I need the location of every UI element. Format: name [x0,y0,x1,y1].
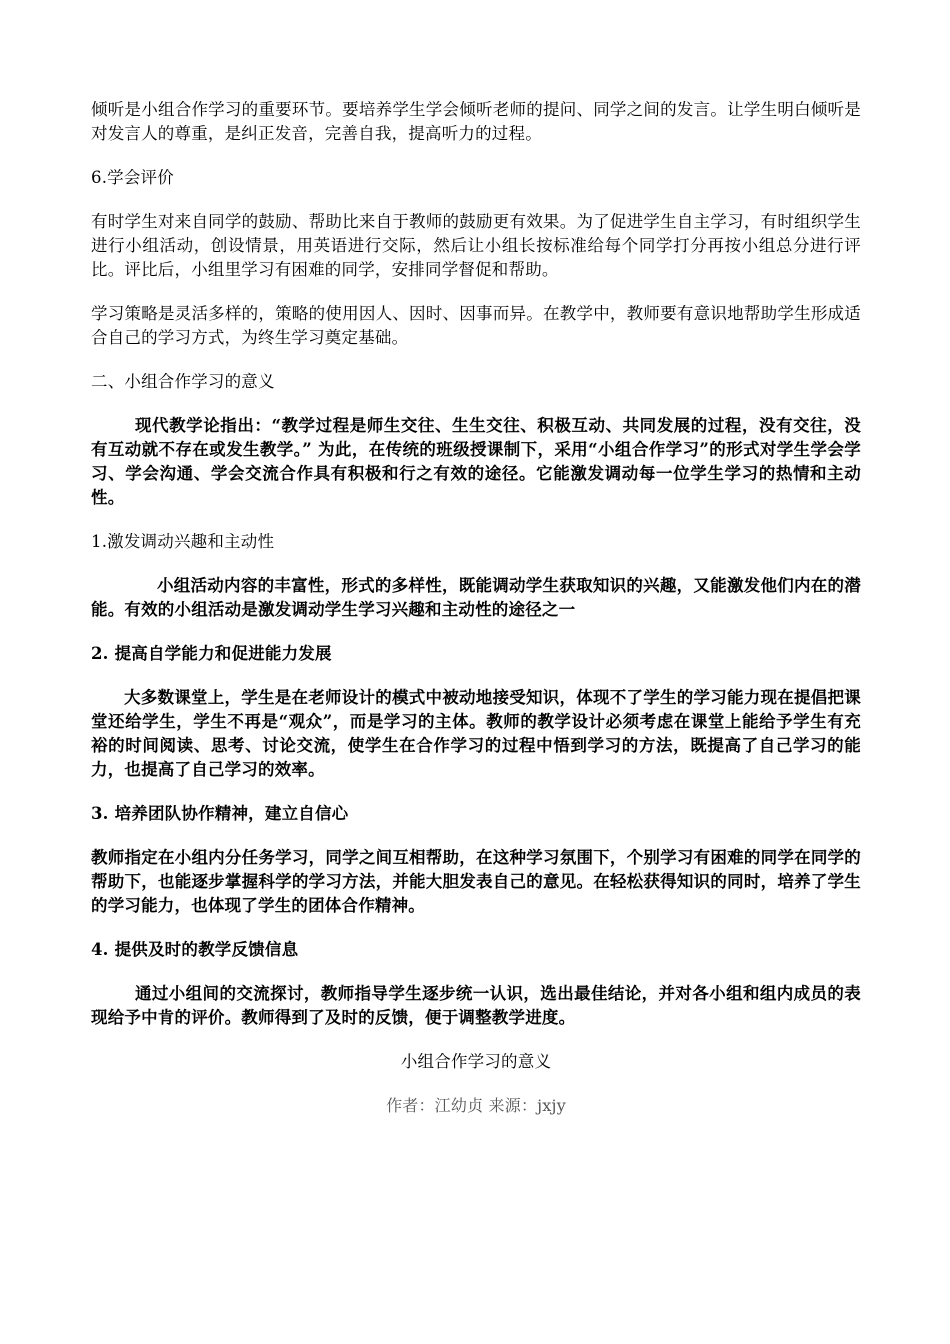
paragraph-modern-teaching: 现代教学论指出：“教学过程是师生交往、生生交往、积极互动、共同发展的过程，没有交往，没有互动就不存在或发生教学。” 为此，在传统的班级授课制下，采用“小组合作学习”的形式对学生学会学习、学会沟通、学会交流合作具有积极和行之有效的途径。它能激发调动每一位学生学习的热情和主动性。 [91,416,861,507]
paragraph-self-study: 大多数课堂上，学生是在老师设计的模式中被动地接受知识，体现不了学生的学习能力现在提倡把课堂还给学生，学生不再是“观众”，而是学习的主体。教师的教学设计必须考虑在课堂上能给予学生有充裕的时间阅读、思考、讨论交流，使学生在合作学习的过程中悟到学习的方法，既提高了自己学习的能力，也提高了自己学习的效率。 [91,688,861,779]
article-title: 小组合作学习的意义 [400,1052,552,1071]
heading-self-study: 2. 提高自学能力和促进能力发展 [91,644,332,663]
heading-teamwork: 3. 培养团队协作精神，建立自信心 [91,804,349,823]
heading-feedback: 4. 提供及时的教学反馈信息 [91,940,299,959]
paragraph-strategy: 学习策略是灵活多样的，策略的使用因人、因时、因事而异。在教学中，教师要有意识地帮助学生形成适合自己的学习方式，为终生学习奠定基础。 [91,304,861,347]
heading-learn-evaluate: 6.学会评价 [91,168,174,187]
paragraph-evaluation: 有时学生对来自同学的鼓励、帮助比来自于教师的鼓励更有效果。为了促进学生自主学习，有时组织学生进行小组活动，创设情景，用英语进行交际，然后让小组长按标准给每个同学打分再按小组总分进行评比。评比后，小组里学习有困难的同学，安排同学督促和帮助。 [91,212,861,279]
section-heading-significance: 二、小组合作学习的意义 [91,372,275,391]
document-page [91,98,861,1118]
paragraph-teamwork: 教师指定在小组内分任务学习，同学之间互相帮助，在这种学习氛围下，个别学习有困难的同学在同学的帮助下，也能逐步掌握科学的学习方法，并能大胆发表自己的意见。在轻松获得知识的同时，培养了学生的学习能力，也体现了学生的团体合作精神。 [91,848,861,915]
paragraph-feedback: 通过小组间的交流探讨，教师指导学生逐步统一认识，选出最佳结论，并对各小组和组内成员的表现给予中肯的评价。教师得到了及时的反馈，便于调整教学进度。 [91,984,861,1027]
paragraph-interest: 小组活动内容的丰富性，形式的多样性，既能调动学生获取知识的兴趣，又能激发他们内在的潜能。有效的小组活动是激发调动学生学习兴趣和主动性的途径之一 [91,576,861,619]
article-byline: 作者：江幼贞 来源：jxjy [386,1096,566,1115]
heading-interest: 1.激发调动兴趣和主动性 [91,532,275,551]
paragraph-listening: 倾听是小组合作学习的重要环节。要培养学生学会倾听老师的提问、同学之间的发言。让学生明白倾听是对发言人的尊重，是纠正发音，完善自我，提高听力的过程。 [91,100,861,143]
